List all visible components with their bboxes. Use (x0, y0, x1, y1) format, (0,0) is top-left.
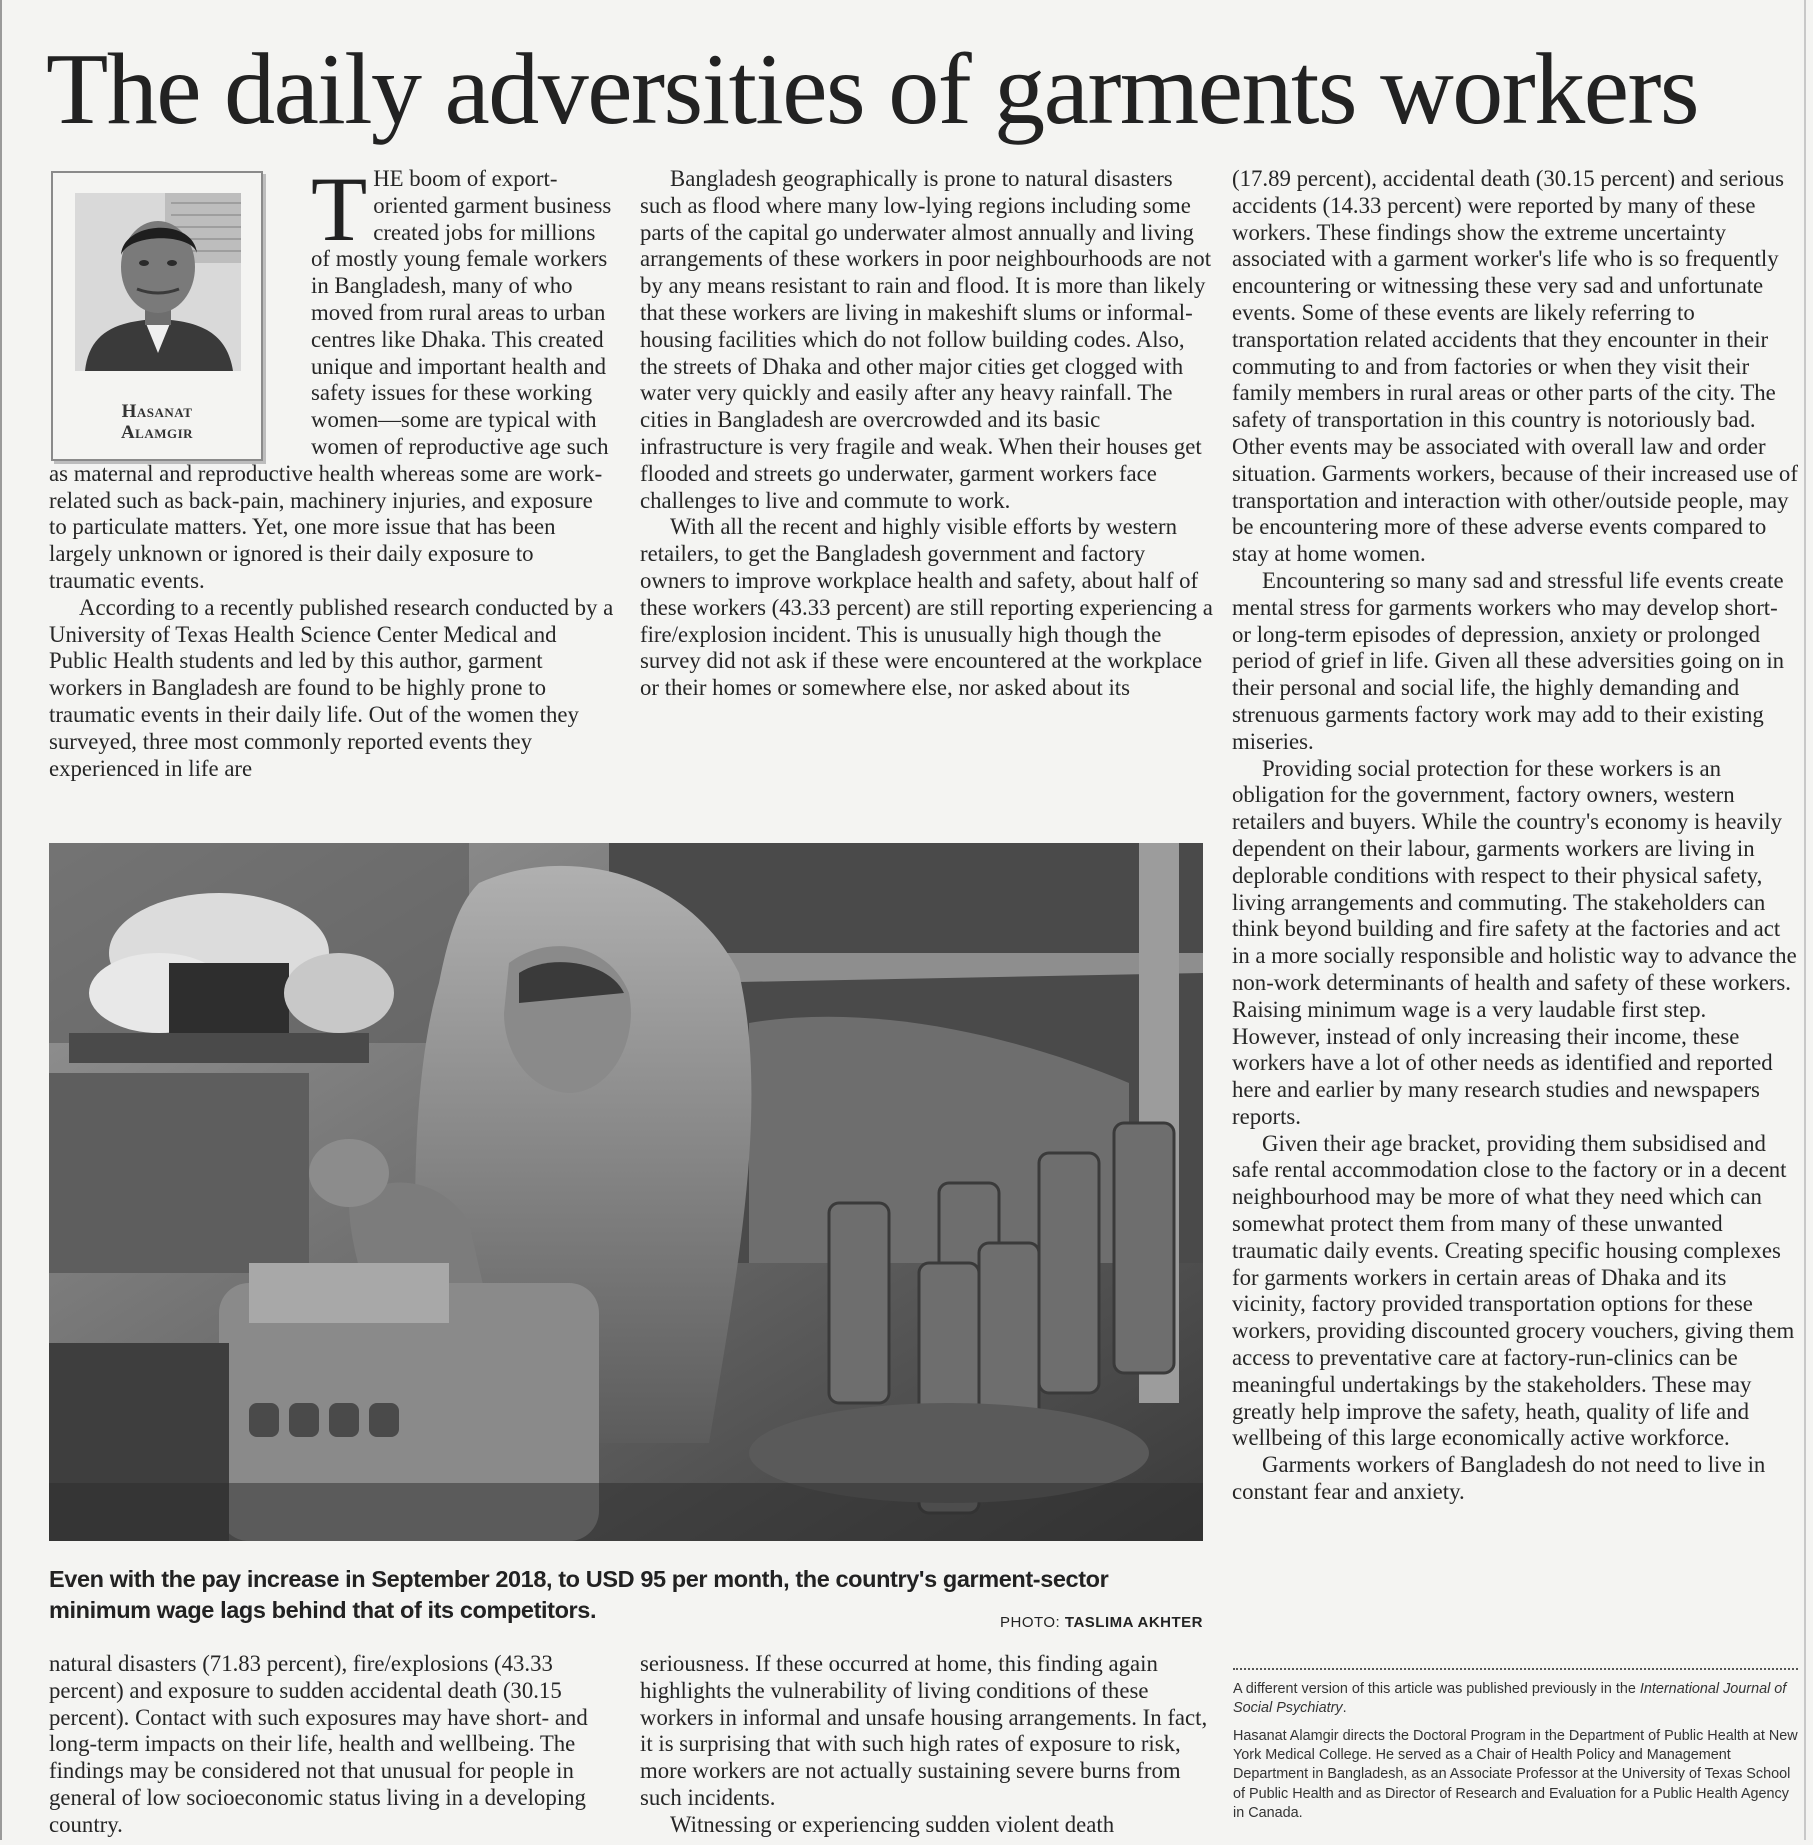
author-byline (51, 171, 263, 461)
garment-worker-photo (49, 843, 1203, 1541)
drop-cap: T (311, 158, 368, 260)
column-2 (640, 166, 1214, 702)
column-1-bottom (49, 1651, 614, 1839)
photo-credit: PHOTO: TASLIMA AKHTER (999, 1614, 1203, 1631)
paragraph-5-continued: (17.89 percent), accidental death (30.15 percent) and serious accidents (14.33 percent) were reported by many of these workers. These findings show the extreme uncertainty associated with a garment worker's life who is so frequently encountering or witnessing these very sad and unfortunate events. Some of these events are likely referring to transportation related accidents that they encounter in their commuting to and from factories or when they visit their family members in rural areas or other parts of the city. The safety of transportation in this country is notoriously bad. Other events may be associated with overall law and order situation. Garments workers, because of their increased use of transportation and interaction with other/outside people, may be encountering more of these adverse events compared to stay at home women. (1232, 166, 1798, 567)
version-note: A different version of this article was published previously in the International Journal of Social Psychiatry. (1233, 1681, 1787, 1717)
paragraph-2: According to a recently published research conducted by a University of Texas Health Science Center Medical and Public Health students and led by this author, garment workers in Bangladesh are found to be highly prone to traumatic events in their daily life. Out of the women they surveyed, three most commonly reported events they experienced in life are (49, 594, 614, 781)
paragraph-4-continued: seriousness. If these occurred at home, this finding again highlights the vulnerability of living conditions of these workers in informal and unsafe housing arrangements. In fact, it is surprising that with such high rates of exposure to risk, more workers are not actually sustaining severe burns from such incidents. (640, 1651, 1208, 1810)
paragraph-5-start: Witnessing or experiencing sudden violent death (670, 1811, 1115, 1837)
paragraph-4: With all the recent and highly visible efforts by western retailers, to get the Bangladesh government and factory owners to improve workplace health and safety, about half of these workers (43.33 percent) are still reporting experiencing a fire/explosion incident. This is unusually high though the survey did not ask if these were encountered at the workplace or their homes or somewhere else, nor asked about its (640, 514, 1213, 701)
paragraph-1: THE boom of export-oriented garment business created jobs for millions of mostly young female workers in Bangladesh, many of who moved from rural areas to urban centres like Dhaka. This created unique and important health and safety issues for these working women—some are typical with women of reproductive age such as maternal and reproductive health whereas some are work-related such as back-pain, machinery injuries, and exposure to particulate matters. Yet, one more issue that has been largely unknown or ignored is their daily exposure to traumatic events. (49, 158, 612, 593)
paragraph-7: Providing social protection for these workers is an obligation for the government, factory owners, western retailers and buyers. While the country's economy is heavily dependent on their labour, garments workers are living in deplorable conditions with respect to their physical safety, living arrangements and commuting. The stakeholders can think beyond building and fire safety at the factories and act in a more socially responsible and holistic way to advance the non-work determinants of health and safety of these workers. Raising minimum wage is a very laudable first step. However, instead of only increasing their income, these workers have a lot of other needs as identified and reported here and earlier by many research studies and newspapers reports. (1232, 755, 1797, 1129)
paragraph-9: Garments workers of Bangladesh do not need to live in constant fear and anxiety. (1232, 1452, 1766, 1505)
headline: The daily adversities of garments workers (46, 33, 1699, 146)
paragraph-8: Given their age bracket, providing them subsidised and safe rental accommodation close to the factory or in a decent neighbourhood may be more of what they need which can somewhat protect them from many of these unwanted traumatic daily events. Creating specific housing complexes for garments workers in certain areas of Dhaka and its vicinity, factory provided transportation options for these workers, providing discounted grocery vouchers, giving them access to preventative care at factory-run-clinics can be meaningful undertakings by the stakeholders. These may greatly help improve the safety, heath, quality of life and wellbeing of this large economically active workforce. (1232, 1130, 1795, 1451)
photo-caption: Even with the pay increase in September 2018, to USD 95 per month, the country's garment-sector minimum wage lags behind that of its competitors. (49, 1566, 1109, 1623)
notes-divider (1233, 1668, 1798, 1670)
author-portrait (75, 193, 241, 371)
paragraph-3: Bangladesh geographically is prone to natural disasters such as flood where many low-lying regions including some parts of the capital go underwater almost annually and living arrangements of these workers in poor neighbourhoods are not by any means resistant to rain and flood. It is more than likely that these workers are living in makeshift slums or informal-housing facilities which do not follow building codes. Also, the streets of Dhaka and other major cities get clogged with water very quickly and easily after any heavy rainfall. The cities in Bangladesh are overcrowded and its basic infrastructure is very fragile and weak. When their houses get flooded and streets go underwater, garment workers face challenges to live and commute to work. (640, 166, 1212, 513)
paragraph-6: Encountering so many sad and stressful life events create mental stress for garments workers who may develop short- or long-term episodes of depression, anxiety or prolonged period of grief in life. Given all these adversities going on in their personal and social life, the highly demanding and strenuous garments factory work may add to their existing miseries. (1232, 567, 1785, 754)
author-name: Hasanat Alamgir (120, 401, 194, 443)
column-3 (1232, 166, 1800, 1506)
column-2-bottom (640, 1651, 1214, 1839)
paragraph-2-continued: natural disasters (71.83 percent), fire/explosions (43.33 percent) and exposure to sudden accidental death (30.15 percent). Contact with such exposures may have short- and long-term impacts on their life, health and wellbeing. The findings may be considered not that unusual for people in general of low socioeconomic status living in a developing country. (49, 1651, 588, 1837)
author-bio: Hasanat Alamgir directs the Doctoral Program in the Department of Public Health at New York Medical College. He served as a Chair of Health Policy and Management Department in Bangladesh, as an Associate Professor at the University of Texas School of Public Health and as Director of Research and Evaluation for a Public Health Agency in Canada. (1233, 1728, 1798, 1821)
